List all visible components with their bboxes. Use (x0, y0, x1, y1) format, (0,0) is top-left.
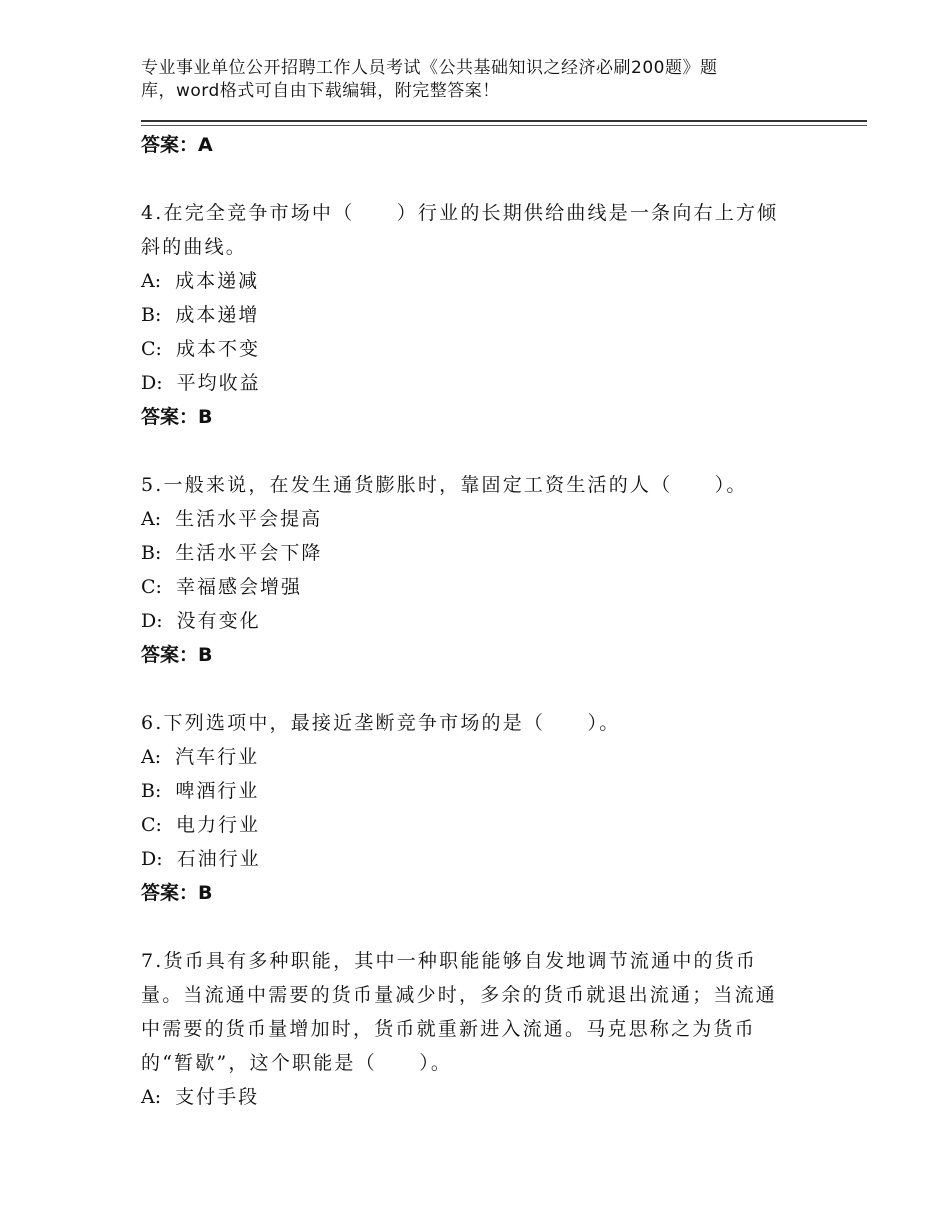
answer-5: 答案：B (141, 644, 213, 666)
question-text-line: 4.在完全竞争市场中（ ）行业的长期供给曲线是一条向右上方倾 (141, 202, 779, 224)
option-b: B: 生活水平会下降 (141, 542, 323, 564)
question-text-line: 的“暂歇”，这个职能是（ ）。 (141, 1052, 453, 1074)
question-text-line: 6.下列选项中，最接近垄断竞争市场的是（ ）。 (141, 712, 621, 734)
option-c: C: 成本不变 (141, 338, 260, 360)
question-text-line: 量。当流通中需要的货币量减少时，多余的货币就退出流通；当流通 (141, 984, 778, 1006)
question-5 (141, 468, 831, 672)
question-6 (141, 706, 831, 910)
question-text-line: 斜的曲线。 (141, 236, 248, 258)
page-header (141, 57, 781, 103)
header-rule-thick (141, 120, 867, 122)
option-a: A: 成本递减 (141, 270, 260, 292)
option-d: D: 没有变化 (141, 610, 261, 632)
question-4 (141, 196, 831, 434)
header-rule-thin (141, 125, 867, 126)
question-text-line: 7.货币具有多种职能，其中一种职能能够自发地调节流通中的货币 (141, 950, 758, 972)
question-list (141, 128, 831, 1114)
option-b: B: 成本递增 (141, 304, 260, 326)
option-a: A: 支付手段 (141, 1086, 260, 1108)
option-a: A: 生活水平会提高 (141, 508, 323, 530)
option-d: D: 石油行业 (141, 848, 261, 870)
option-c: C: 幸福感会增强 (141, 576, 302, 598)
question-text-line: 中需要的货币量增加时，货币就重新进入流通。马克思称之为货币 (141, 1018, 756, 1040)
option-b: B: 啤酒行业 (141, 780, 260, 802)
previous-answer: 答案：A (141, 134, 213, 156)
header-line-2: 库，word格式可自由下载编辑，附完整答案！ (141, 81, 500, 101)
option-d: D: 平均收益 (141, 372, 261, 394)
answer-6: 答案：B (141, 882, 213, 904)
answer-4: 答案：B (141, 406, 213, 428)
header-line-1: 专业事业单位公开招聘工作人员考试《公共基础知识之经济必刷200题》题 (141, 58, 718, 78)
option-a: A: 汽车行业 (141, 746, 260, 768)
option-c: C: 电力行业 (141, 814, 260, 836)
question-7 (141, 944, 831, 1114)
question-text-line: 5.一般来说，在发生通货膨胀时，靠固定工资生活的人（ ）。 (141, 474, 748, 496)
